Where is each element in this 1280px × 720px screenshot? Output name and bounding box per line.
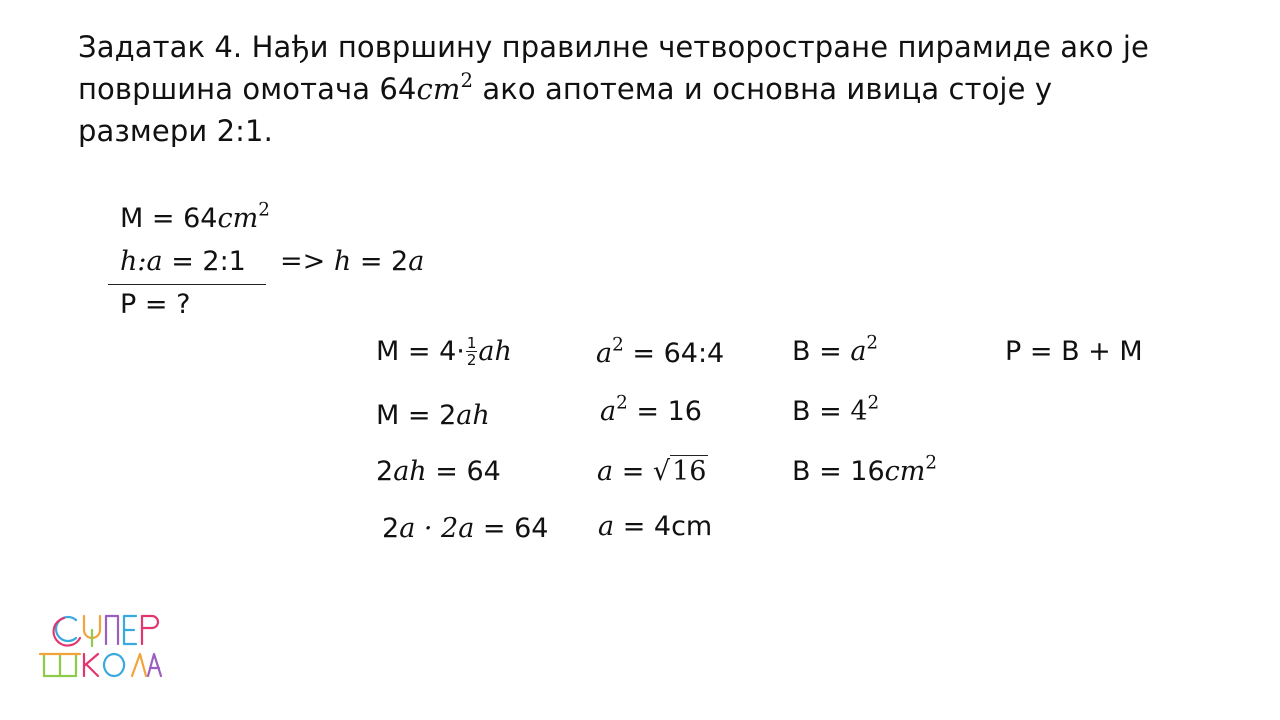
problem-line-3: размери 2:1.: [78, 114, 273, 148]
given-implication: [280, 242, 424, 282]
col1-r2-pre: M = 2: [376, 400, 457, 431]
var-h: h: [120, 246, 138, 277]
col2-row2: [600, 392, 702, 432]
base-4: 4: [850, 396, 868, 427]
problem-line-2-text: површина омотача 64: [78, 72, 417, 106]
given-surface: [120, 199, 270, 239]
col3-r2-pre: B =: [792, 396, 851, 427]
var-a: a: [850, 336, 867, 367]
col1-r4-dot: · 2: [415, 513, 459, 544]
col2-r1-post: = 64:4: [623, 338, 725, 369]
col2-row3: [597, 452, 708, 492]
var-ah: ah: [393, 456, 427, 487]
unit-exponent: 2: [460, 68, 474, 92]
given-m-exp: 2: [258, 199, 270, 221]
exp-2: 2: [925, 452, 938, 474]
var-ah: ah: [456, 400, 490, 431]
col1-row1: [376, 332, 512, 372]
given-m-unit: cm: [217, 203, 259, 234]
exp-2: 2: [616, 392, 628, 414]
col3-r1-pre: B =: [792, 336, 851, 367]
problem-line-2-tail: ако апотема и основна ивица стоје у: [473, 72, 1053, 106]
square-root: [653, 452, 709, 492]
fraction-denominator: 2: [466, 351, 477, 369]
given-find: P = ?: [120, 289, 191, 320]
exp-2: 2: [612, 334, 624, 356]
var-a: a: [598, 511, 615, 542]
fraction-one-half: [466, 335, 478, 368]
col1-row3: [376, 452, 501, 492]
var-a: a: [596, 338, 613, 369]
col1-row4: [382, 509, 549, 549]
exp-2: 2: [867, 392, 880, 414]
col1-r1-pre: M = 4·: [376, 336, 465, 367]
col1-r4-post: = 64: [474, 513, 549, 544]
var-a: a: [399, 513, 416, 544]
col3-row3: [792, 452, 937, 492]
given-m-label: M = 64: [120, 203, 218, 234]
col2-row1: [596, 334, 724, 374]
given-ratio: [120, 242, 246, 282]
problem-line-2: [78, 68, 1228, 110]
problem-line-1: Задатак 4. Нађи површину правилне четворостране пирамиде ако је: [78, 30, 1149, 64]
var-a: a: [146, 246, 163, 277]
ratio-colon: :: [137, 246, 147, 277]
ratio-value: = 2:1: [162, 246, 246, 277]
col2-r2-post: = 16: [627, 396, 702, 427]
var-ah: ah: [478, 336, 512, 367]
var-a: a: [600, 396, 617, 427]
col4-row1: P = B + M: [1005, 336, 1143, 367]
var-h: h: [333, 246, 352, 277]
var-a: a: [408, 246, 425, 277]
var-a: a: [458, 513, 475, 544]
super-skola-logo: [38, 604, 163, 686]
implies-arrow: =>: [280, 246, 326, 277]
unit-cm: cm: [416, 72, 461, 106]
radicand: 16: [672, 456, 707, 487]
col1-r3-post: = 64: [426, 456, 501, 487]
col2-r3-eq: =: [613, 456, 653, 487]
col2-row4: [598, 507, 712, 547]
col1-r4-coef: 2: [382, 513, 400, 544]
var-a: a: [597, 456, 614, 487]
col2-r4-post: = 4cm: [614, 511, 713, 542]
exp-2: 2: [866, 332, 879, 354]
col1-row2: [376, 396, 490, 436]
col3-row1: [792, 332, 878, 372]
impl-eq: = 2: [351, 246, 409, 277]
problem-statement: [78, 26, 1228, 152]
unit-cm: cm: [884, 456, 926, 487]
fraction-numerator: 1: [466, 334, 477, 352]
col3-row2: [792, 392, 879, 432]
col3-r3-pre: B = 16: [792, 456, 885, 487]
col1-r3-pre: 2: [376, 456, 394, 487]
radical-sign-icon: √: [652, 456, 671, 487]
